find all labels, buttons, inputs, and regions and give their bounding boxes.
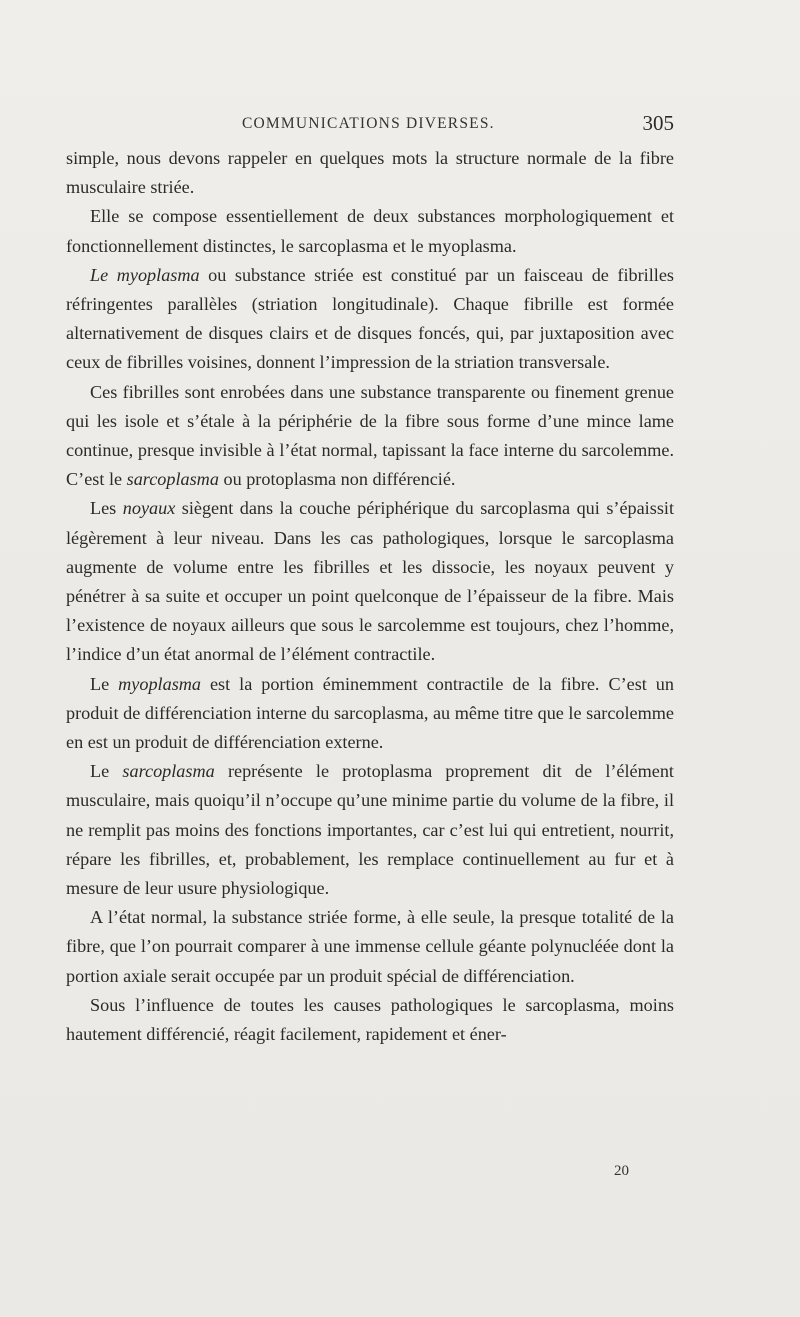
paragraph-9: Sous l’influence de toutes les causes pathologiques le sarcoplasma, moins hautement différencié, réagit facilement, rapidement et éner- <box>66 994 674 1045</box>
paragraph-4-tail: ou protoplasma non différencié. <box>218 469 456 490</box>
paragraph-5-text: siègent dans la couche périphérique du sarcoplasma qui s’épaissit légèrement à leur niveau. Dans les cas pathologiques, lorsque le sarcoplasma augmente de volume entre les fibrilles et les dissocie, les noyaux peuvent y pénétrer à sa suite et occuper un point quelconque de l’épaisseur de la fibre. Mais l’existence de noyaux ailleurs que sous le sarcolemme est toujours, chez l’homme, l’indice d’un état anormal de l’élément contractile. <box>66 498 675 665</box>
paragraph-8: A l’état normal, la substance striée forme, à elle seule, la presque totalité de la fibre, que l’on pourrait comparer à une immense cellule géante polynucléée dont la portion axiale serait occupée par un produit spécial de différenciation. <box>66 907 674 986</box>
paragraph-4-text: Ces fibrilles sont enrobées dans une substance transparente ou finement grenue qui les isole et s’étale à la périphérie de la fibre sous forme d’une mince lame continue, presque invisible à l’état normal, tapissant la face interne du sarcolemme. C’est le <box>66 381 674 490</box>
paragraph-4 <box>66 378 674 495</box>
term-myoplasma-2: myoplasma <box>118 673 202 694</box>
paragraph-3 <box>66 261 674 378</box>
term-noyaux: noyaux <box>122 498 176 519</box>
paragraph-6-text: est la portion éminemment contractile de la fibre. C’est un produit de différenciation interne du sarcoplasma, au même titre que le sarcolemme en est un produit de différenciation externe. <box>66 673 674 753</box>
page-number: 305 <box>642 111 674 135</box>
paragraph-5-lead: Les <box>90 498 123 519</box>
paragraph-6-lead: Le <box>90 673 119 694</box>
term-myoplasma: Le myoplasma <box>90 264 200 285</box>
term-sarcoplasma: sarcoplasma <box>126 469 219 490</box>
running-head: COMMUNICATIONS DIVERSES. <box>242 115 495 132</box>
signature-mark: 20 <box>614 1163 629 1179</box>
paragraph-7 <box>66 757 674 903</box>
paragraph-3-text: ou substance striée est constitué par un faisceau de fibrilles réfringentes parallèles (striation longitudinale). Chaque fibrille est formée alternativement de disques clairs et de disques foncés, qui, par juxtaposition avec ceux de fibrilles voisines, donnent l’impression de la striation transversale. <box>66 264 674 373</box>
paragraph-2: Elle se compose essentiellement de deux substances morphologiquement et fonctionnellement distinctes, le sarcoplasma et le myoplasma. <box>66 206 674 256</box>
body-text <box>66 144 674 1049</box>
paragraph-7-text: représente le protoplasma proprement dit de l’élément musculaire, mais quoiqu’il n’occupe qu’une minime partie du volume de la fibre, il ne remplit pas moins des fonctions importantes, car c’est lui qui entretient, nourrit, répare les fibrilles, et, probablement, les remplace continuellement au fur et à mesure de leur usure physiologique. <box>66 761 674 899</box>
paragraph-6 <box>66 670 674 758</box>
term-sarcoplasma-2: sarcoplasma <box>122 761 215 782</box>
page-header <box>66 111 674 139</box>
paragraph-7-lead: Le <box>90 761 123 782</box>
paragraph-1: simple, nous devons rappeler en quelques mots la structure normale de la fibre musculaire striée. <box>66 148 674 198</box>
paragraph-5 <box>66 494 674 669</box>
